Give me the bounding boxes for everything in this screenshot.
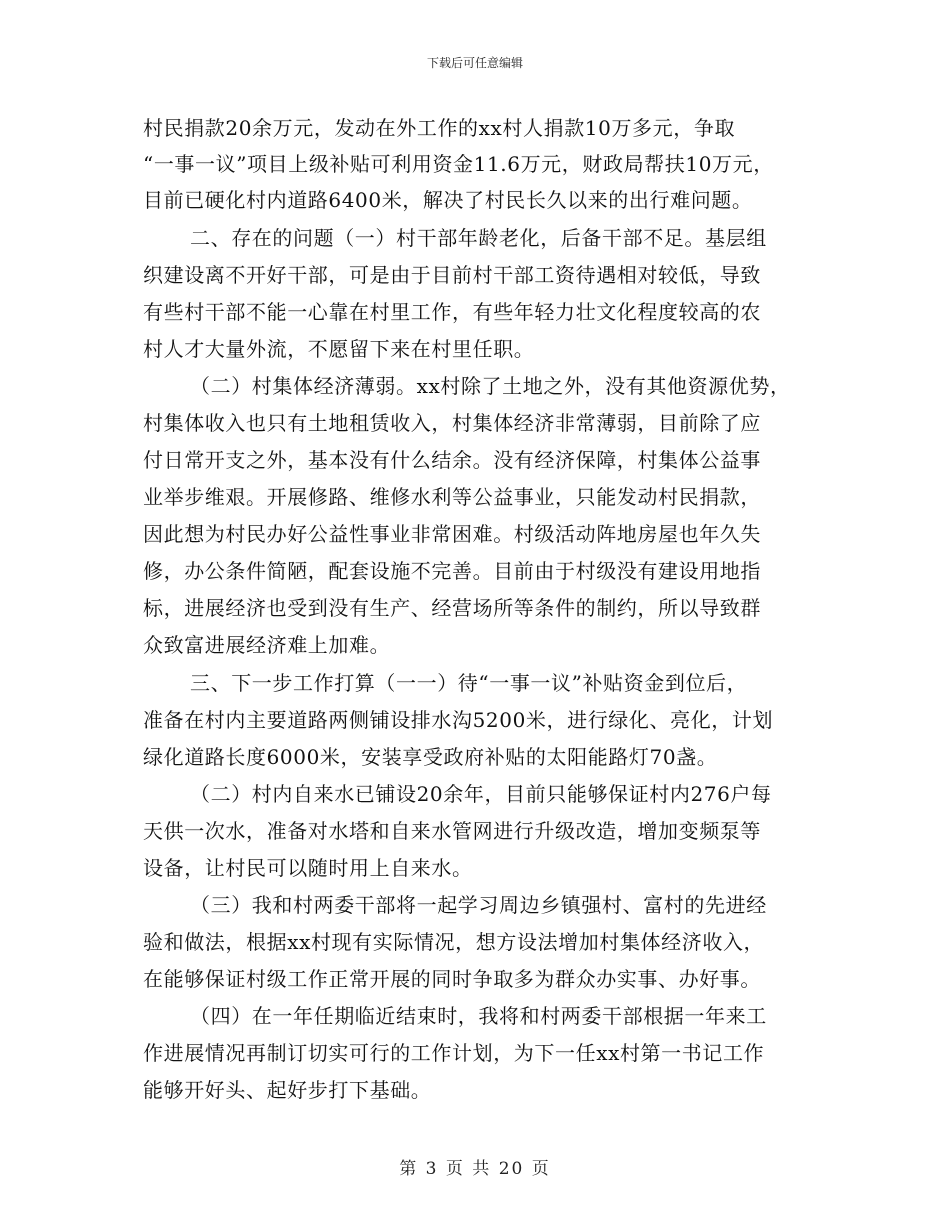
paragraph-line: 众致富进展经济难上加难。 [143,633,391,657]
paragraph-line: “一事一议”项目上级补贴可利用资金11.6万元，财政局帮扶10万元， [143,152,774,176]
paragraph-line: 付日常开支之外，基本没有什么结余。没有经济保障，村集体公益事 [143,448,761,472]
paragraph-line: 天供一次水，准备对水塔和自来水管网进行升级改造，增加变频泵等 [143,819,761,843]
paragraph-line: 设备，让村民可以随时用上自来水。 [143,856,473,880]
paragraph-line: （二）村内自来水已铺设20余年，目前只能够保证村内276户每 [190,782,772,806]
paragraph-line: （四）在一年任期临近结束时，我将和村两委干部根据一年来工 [190,1004,767,1028]
paragraph-line: 村人才大量外流，不愿留下来在村里任职。 [143,337,535,361]
paragraph-line: 绿化道路长度6000米，安装享受政府补贴的太阳能路灯70盏。 [143,745,718,769]
paragraph-line: （三）我和村两委干部将一起学习周边乡镇强村、富村的先进经 [190,893,767,917]
paragraph-line: 验和做法，根据xx村现有实际情况，想方设法增加村集体经济收入， [143,930,765,954]
paragraph-line: （二）村集体经济薄弱。xx村除了土地之外，没有其他资源优势， [190,374,791,398]
paragraph-line: 二、存在的问题（一）村干部年龄老化，后备干部不足。基层组 [190,226,767,250]
paragraph-line: 作进展情况再制订切实可行的工作计划，为下一任xx村第一书记工作 [143,1041,765,1065]
paragraph-line: 织建设离不开好干部，可是由于目前村干部工资待遇相对较低，导致 [143,263,761,287]
paragraph-line: 业举步维艰。开展修路、维修水利等公益事业，只能发动村民捐款， [143,485,761,509]
paragraph-line: 准备在村内主要道路两侧铺设排水沟5200米，进行绿化、亮化，计划 [143,708,774,732]
paragraph-line: 因此想为村民办好公益性事业非常困难。村级活动阵地房屋也年久失 [143,522,761,546]
paragraph-line: 村民捐款20余万元，发动在外工作的xx村人捐款10万多元，争取 [143,116,736,140]
paragraph-line: 修，办公条件简陋，配套设施不完善。目前由于村级没有建设用地指 [143,559,761,583]
paragraph-line: 有些村干部不能一心靠在村里工作，有些年轻力壮文化程度较高的农 [143,300,761,324]
paragraph-line: 能够开好头、起好步打下基础。 [143,1078,432,1102]
page-number: 第 3 页 共 20 页 [399,1159,551,1179]
paragraph-line: 村集体收入也只有土地租赁收入，村集体经济非常薄弱，目前除了应 [143,411,761,435]
paragraph-line: 目前已硬化村内道路6400米，解决了村民长久以来的出行难问题。 [143,188,753,212]
paragraph-line: 三、下一步工作打算（一一）待“一事一议”补贴资金到位后， [190,671,748,695]
paragraph-line: 标，进展经济也受到没有生产、经营场所等条件的制约，所以导致群 [143,596,761,620]
paragraph-line: 在能够保证村级工作正常开展的同时争取多为群众办实事、办好事。 [143,967,761,991]
page-header: 下载后可任意编辑 [426,56,523,70]
